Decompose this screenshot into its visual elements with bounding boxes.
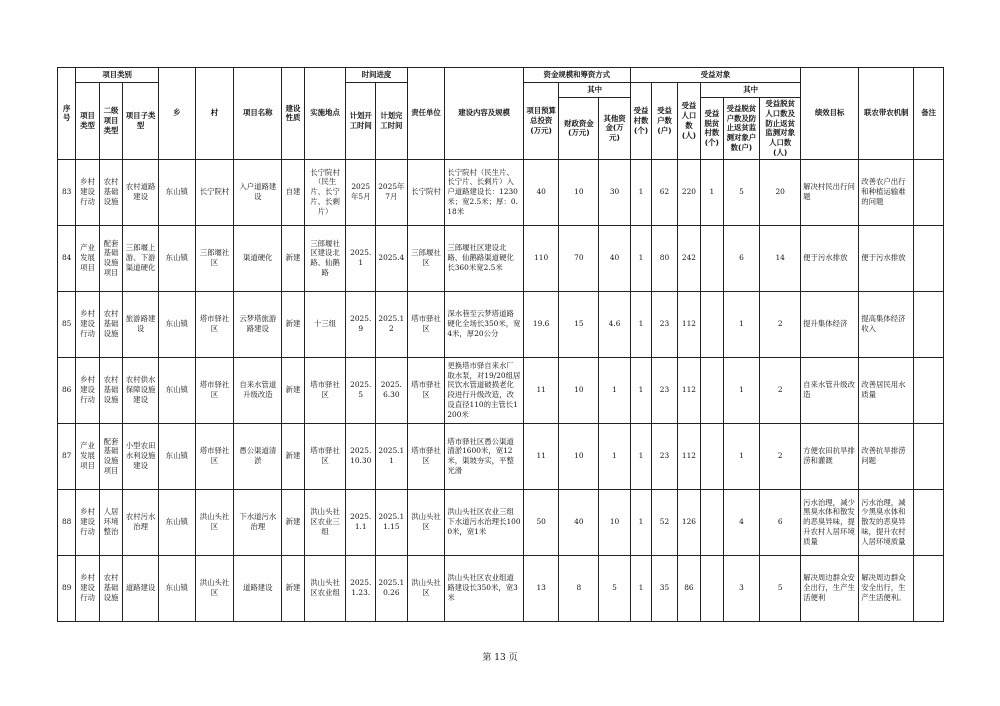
cell-ben-households: 35 [652,555,677,621]
cell-build-nature: 新建 [282,555,304,621]
cell-level2-type: 配套基础设施项目 [99,225,122,291]
cell-sub-type: 道路建设 [123,555,159,621]
cell-village: 塔市驿社区 [195,357,234,423]
cell-mechanism: 污水治理，减少黑臭水体和散发的恶臭异味，提升农村人居环境质量 [859,489,914,555]
cell-fiscal: 8 [559,555,599,621]
col-location: 实施地点 [304,68,346,160]
cell-ben-population: 126 [677,489,700,555]
cell-mechanism: 解决周边群众安全出行，生产生活便利。 [859,555,914,621]
cell-project-name: 自来水管道升级改造 [234,357,282,423]
cell-poor-villages: 1 [701,159,723,225]
cell-mechanism: 改善居民用水质量 [859,357,914,423]
cell-seq: 88 [58,489,76,555]
cell-remarks [914,159,944,225]
cell-ben-households: 62 [652,159,677,225]
cell-end-time: 2025.10.26 [376,555,408,621]
cell-seq: 83 [58,159,76,225]
cell-poor-population: 6 [760,489,801,555]
cell-mechanism: 改善农户出行和种植运输难的问题 [859,159,914,225]
cell-ben-villages: 1 [630,225,651,291]
cell-content: 塔市驿社区愚公渠道清淤1600米，宽12米，渠坡夯实，平整光滑 [445,423,523,489]
cell-sub-type: 小型农田水利设施建设 [123,423,159,489]
cell-ben-households: 80 [652,225,677,291]
cell-project-name: 渠道硬化 [234,225,282,291]
cell-total-invest: 11 [523,357,559,423]
cell-location: 三郎堰社区建设北路、仙鹅路 [304,225,346,291]
cell-ben-villages: 1 [630,159,651,225]
col-sub-type: 项目子类型 [123,83,159,160]
cell-responsible: 长宁院村 [407,159,445,225]
cell-poor-villages [701,423,723,489]
cell-poor-population: 20 [760,159,801,225]
cell-total-invest: 40 [523,159,559,225]
col-start-time: 计划开工时间 [346,83,376,160]
cell-end-time: 2025.4 [376,225,408,291]
cell-project-name: 下水道污水治理 [234,489,282,555]
cell-ben-households: 23 [652,357,677,423]
cell-project-name: 入户道路建设 [234,159,282,225]
cell-remarks [914,555,944,621]
cell-project-type: 乡村建设行动 [76,357,99,423]
cell-poor-households: 6 [723,225,760,291]
cell-responsible: 塔市驿社区 [407,291,445,357]
cell-poor-villages [701,291,723,357]
cell-responsible: 塔市驿社区 [407,357,445,423]
cell-content: 更换塔市驿自来水厂取水泵，对19/20组居民饮水管道破损老化段进行升级改造，改设直径110的主管长1200米 [445,357,523,423]
cell-village: 洪山头社区 [195,555,234,621]
cell-level2-type: 农村基础设施 [99,159,122,225]
cell-start-time: 2025.10.30 [346,423,376,489]
cell-ben-population: 242 [677,225,700,291]
cell-build-nature: 新建 [282,291,304,357]
cell-project-name: 道路建设 [234,555,282,621]
table-row [58,159,944,225]
col-mechanism: 联农带农机制 [859,68,914,160]
cell-total-invest: 13 [523,555,559,621]
cell-other-funds: 1 [599,357,631,423]
cell-poor-households: 1 [723,423,760,489]
cell-village: 塔市驿社区 [195,291,234,357]
cell-ben-population: 220 [677,159,700,225]
cell-start-time: 2025年5月 [346,159,376,225]
cell-project-name: 云梦塔旅游路建设 [234,291,282,357]
cell-township: 东山镇 [158,423,195,489]
cell-location: 长宁院村（民生片、长宁片、长剩片） [304,159,346,225]
table-row [58,291,944,357]
col-project-name: 项目名称 [234,68,282,160]
cell-sub-type: 三郎堰上游、下游渠道硬化 [123,225,159,291]
cell-township: 东山镇 [158,489,195,555]
cell-village: 洪山头社区 [195,489,234,555]
cell-poor-households: 3 [723,555,760,621]
cell-total-invest: 19.6 [523,291,559,357]
col-ben-households: 受益户数(户) [652,83,677,160]
col-township: 乡 [158,68,195,160]
page-number: 第 13 页 [482,653,518,663]
col-fiscal: 财政资金(万元) [559,98,599,160]
cell-level2-type: 农村基础设施 [99,291,122,357]
cell-mechanism: 提高集体经济收入 [859,291,914,357]
cell-poor-households: 4 [723,489,760,555]
cell-poor-villages [701,225,723,291]
cell-fiscal: 10 [559,159,599,225]
cell-start-time: 2025.5 [346,357,376,423]
cell-level2-type: 配套基础设施项目 [99,423,122,489]
cell-ben-villages: 1 [630,357,651,423]
cell-ben-population: 112 [677,423,700,489]
cell-ben-households: 23 [652,291,677,357]
col-content: 建设内容及规模 [445,68,523,160]
cell-goal: 方便农田抗旱排涝和灌溉 [801,423,859,489]
cell-ben-villages: 1 [630,423,651,489]
cell-seq: 89 [58,555,76,621]
cell-goal: 解决周边群众安全出行，生产生活便利 [801,555,859,621]
cell-build-nature: 新建 [282,489,304,555]
cell-level2-type: 农村基础设施 [99,555,122,621]
cell-other-funds: 4.6 [599,291,631,357]
cell-location: 洪山头社区农业组 [304,555,346,621]
col-build-nature: 建设性质 [282,68,304,160]
cell-sub-type: 农村污水治理 [123,489,159,555]
cell-seq: 85 [58,291,76,357]
cell-poor-households: 5 [723,159,760,225]
cell-responsible: 洪山头社区 [407,489,445,555]
cell-project-type: 乡村建设行动 [76,555,99,621]
cell-poor-population: 2 [760,291,801,357]
cell-responsible: 塔市驿社区 [407,423,445,489]
cell-seq: 86 [58,357,76,423]
cell-fiscal: 15 [559,291,599,357]
cell-end-time: 2025.11.15 [376,489,408,555]
cell-poor-villages [701,357,723,423]
cell-project-type: 产业发展项目 [76,225,99,291]
cell-project-type: 乡村建设行动 [76,159,99,225]
cell-total-invest: 110 [523,225,559,291]
cell-content: 洪山头社区农业组道路建设长350米，宽3米 [445,555,523,621]
cell-poor-villages [701,489,723,555]
cell-content: 三郎堰社区建设北路、仙鹅路渠道硬化长360米宽2.5米 [445,225,523,291]
cell-location: 塔市驿社区 [304,423,346,489]
cell-level2-type: 人居环境整治 [99,489,122,555]
cell-project-type: 乡村建设行动 [76,489,99,555]
cell-goal: 自来水管升级改造 [801,357,859,423]
cell-build-nature: 新建 [282,357,304,423]
cell-location: 塔市驿社区 [304,357,346,423]
table-row [58,357,944,423]
cell-end-time: 2025.6.30 [376,357,408,423]
col-end-time: 计划完工时间 [376,83,408,160]
cell-sub-type: 农村道路建设 [123,159,159,225]
cell-mechanism: 改善抗旱排涝问题 [859,423,914,489]
cell-project-type: 乡村建设行动 [76,291,99,357]
cell-ben-villages: 1 [630,489,651,555]
cell-remarks [914,357,944,423]
cell-content: 长宁院村（民生片、长宁片、长剩片）入户道路建设长：1230米；宽2.5米；厚：0.18米 [445,159,523,225]
cell-township: 东山镇 [158,225,195,291]
col-project-type: 项目类型 [76,83,99,160]
cell-other-funds: 10 [599,489,631,555]
col-responsible: 责任单位 [407,68,445,160]
cell-mechanism: 便于污水排放 [859,225,914,291]
cell-remarks [914,489,944,555]
cell-township: 东山镇 [158,291,195,357]
table-row [58,423,944,489]
cell-village: 塔市驿社区 [195,423,234,489]
col-other-funds: 其他资金(万元) [599,98,631,160]
col-ben-villages: 受益村数(个) [630,83,651,160]
cell-content: 洪山头社区农业三组下水道污水治理长1000米，宽1米 [445,489,523,555]
col-seq: 序号 [58,68,76,160]
col-level2-type: 二级项目类型 [99,83,122,160]
cell-township: 东山镇 [158,357,195,423]
cell-responsible: 洪山头社区 [407,555,445,621]
col-total-invest: 项目预算总投资(万元) [523,83,559,160]
cell-fiscal: 70 [559,225,599,291]
cell-sub-type: 农村供水保障设施建设 [123,357,159,423]
cell-poor-households: 1 [723,357,760,423]
col-poor-population: 受益脱贫人口数及防止返贫监测对象人口数(人) [760,98,801,160]
cell-poor-population: 2 [760,357,801,423]
cell-start-time: 2025.1.1 [346,489,376,555]
cell-ben-population: 112 [677,291,700,357]
cell-goal: 便于污水排放 [801,225,859,291]
cell-fiscal: 10 [559,357,599,423]
cell-goal: 提升集体经济 [801,291,859,357]
cell-other-funds: 1 [599,423,631,489]
col-group-category: 项目类别 [76,68,159,83]
cell-content: 深水巷至云梦塔道路硬化全场长350米，宽4米，厚20公分 [445,291,523,357]
cell-ben-households: 52 [652,489,677,555]
cell-project-type: 产业发展项目 [76,423,99,489]
cell-end-time: 2025.11 [376,423,408,489]
cell-remarks [914,225,944,291]
col-village: 村 [195,68,234,160]
cell-total-invest: 50 [523,489,559,555]
cell-total-invest: 11 [523,423,559,489]
cell-start-time: 2025.1.23. [346,555,376,621]
col-group-of-which-2: 其中 [701,83,801,98]
cell-ben-villages: 1 [630,555,651,621]
col-remarks: 备注 [914,68,944,160]
col-poor-households: 受益脱贫户数及防止返贫监测对象户数(户) [723,98,760,160]
cell-seq: 87 [58,423,76,489]
col-group-funding: 资金规模和筹资方式 [523,68,630,83]
cell-ben-villages: 1 [630,291,651,357]
cell-ben-population: 112 [677,357,700,423]
cell-seq: 84 [58,225,76,291]
cell-end-time: 2025年7月 [376,159,408,225]
cell-ben-households: 23 [652,423,677,489]
cell-goal: 污水治理，减少黑臭水体和散发的恶臭异味，提升农村人居环境质量 [801,489,859,555]
cell-poor-population: 5 [760,555,801,621]
cell-end-time: 2025.12 [376,291,408,357]
cell-responsible: 三郎堰社区 [407,225,445,291]
cell-other-funds: 30 [599,159,631,225]
cell-level2-type: 农村基础设施 [99,357,122,423]
table-row [58,489,944,555]
cell-start-time: 2025.9 [346,291,376,357]
cell-project-name: 愚公渠道清淤 [234,423,282,489]
cell-build-nature: 自建 [282,159,304,225]
table-row [58,225,944,291]
cell-poor-population: 14 [760,225,801,291]
cell-location: 洪山头社区农业三组 [304,489,346,555]
cell-fiscal: 40 [559,489,599,555]
cell-fiscal: 10 [559,423,599,489]
col-group-time: 时间进度 [346,68,407,83]
cell-remarks [914,423,944,489]
cell-village: 三郎堰社区 [195,225,234,291]
cell-township: 东山镇 [158,555,195,621]
col-ben-population: 受益人口数(人) [677,83,700,160]
col-group-beneficiaries: 受益对象 [630,68,800,83]
cell-build-nature: 新建 [282,225,304,291]
cell-poor-population: 2 [760,423,801,489]
cell-sub-type: 旅游路建设 [123,291,159,357]
cell-ben-population: 86 [677,555,700,621]
col-poor-villages: 受益脱贫村数(个) [701,98,723,160]
col-goal: 绩效目标 [801,68,859,160]
cell-goal: 解决村民出行问题 [801,159,859,225]
cell-location: 十三组 [304,291,346,357]
cell-build-nature: 新建 [282,423,304,489]
cell-village: 长宁院村 [195,159,234,225]
table-row [58,555,944,621]
col-group-of-which: 其中 [559,83,630,98]
cell-other-funds: 5 [599,555,631,621]
cell-poor-households: 1 [723,291,760,357]
cell-remarks [914,291,944,357]
cell-poor-villages [701,555,723,621]
cell-township: 东山镇 [158,159,195,225]
cell-other-funds: 40 [599,225,631,291]
project-table [57,67,944,622]
cell-start-time: 2025.1 [346,225,376,291]
